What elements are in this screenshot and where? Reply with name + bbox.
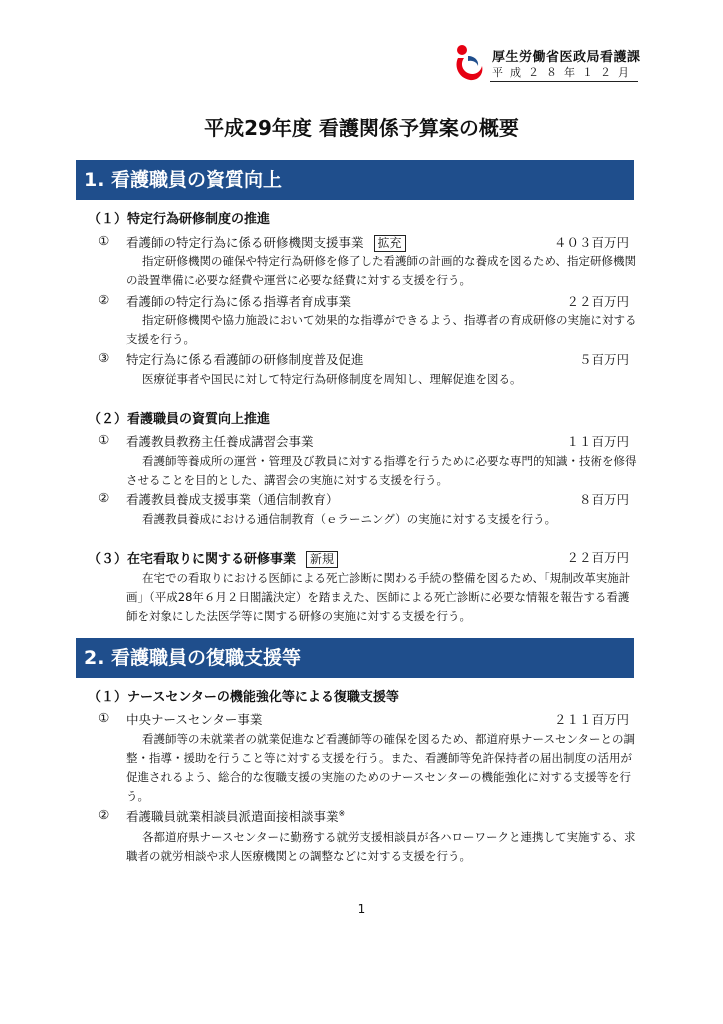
org-name: 厚生労働省医政局看護課 bbox=[492, 50, 641, 65]
item-name: 中央ナースセンター事業 bbox=[126, 712, 263, 727]
issue-date: 平成２８年１２月 bbox=[492, 66, 636, 79]
item-number: ① bbox=[98, 432, 110, 447]
item-number: ② bbox=[98, 807, 110, 822]
item-amount: ４０３百万円 bbox=[553, 235, 629, 250]
section-heading-2: 2. 看護職員の復職支援等 bbox=[76, 638, 634, 678]
item-name: 特定行為に係る看護師の研修制度普及促進 bbox=[126, 352, 364, 367]
item-amount: ２１１百万円 bbox=[553, 712, 629, 727]
item-description: 看護師等の未就業者の就業促進など看護師等の確保を図るため、都道府県ナースセンターとの調整・指導・援助を行うこと等に対する支援を行う。また、看護師等免許保持者の届出制度の活用が促進されるよう、総合的な復職支援の実施のためのナースセンターの機能強化に対する支援等を行う。 bbox=[126, 732, 635, 803]
item-number: ② bbox=[98, 292, 110, 307]
item-description: 在宅での看取りにおける医師による死亡診断に関わる手続の整備を図るため、「規制改革実施計画」（平成28年６月２日閣議決定）を踏まえた、医師による死亡診断に必要な情報を報告する看護師を対象にした法医学等に関する研修の実施に対する支援を行う。 bbox=[126, 571, 631, 623]
item-name: 看護教員教務主任養成講習会事業 bbox=[126, 434, 314, 449]
item-amount: １１百万円 bbox=[566, 434, 629, 449]
document-title: 平成29年度 看護関係予算案の概要 bbox=[204, 116, 519, 140]
section-heading-1: 1. 看護職員の資質向上 bbox=[76, 160, 634, 200]
item-amount: ２２百万円 bbox=[566, 294, 629, 309]
item-description: 看護教員養成における通信制教育（ｅラーニング）の実施に対する支援を行う。 bbox=[142, 512, 557, 526]
item-number: ① bbox=[98, 233, 110, 248]
page-number: 1 bbox=[357, 902, 366, 916]
item-description: 各都道府県ナースセンターに勤務する就労支援相談員が各ハローワークと連携して実施する、求職者の就労相談や求人医療機関との調整などに対する支援を行う。 bbox=[126, 830, 636, 863]
status-badge: 新規 bbox=[306, 551, 338, 568]
status-badge: 拡充 bbox=[374, 235, 406, 252]
item-description: 看護師等養成所の運営・管理及び教員に対する指導を行うために必要な専門的知識・技術を修得させることを目的とした、講習会の実施に対する支援を行う。 bbox=[126, 454, 637, 487]
subsection-heading bbox=[88, 548, 338, 568]
subsection-heading: （１）ナースセンターの機能強化等による復職支援等 bbox=[88, 690, 399, 705]
item-title bbox=[126, 233, 406, 252]
item-title bbox=[126, 807, 345, 825]
item-number: ③ bbox=[98, 350, 110, 365]
item-name: 看護教員養成支援事業（通信制教育） bbox=[126, 492, 339, 507]
subsection-heading: （２）看護職員の資質向上推進 bbox=[88, 412, 271, 427]
subsection-label: （３）在宅看取りに関する研修事業 bbox=[88, 552, 297, 567]
item-amount: ５百万円 bbox=[578, 352, 629, 367]
footnote-mark: ※ bbox=[338, 808, 346, 818]
item-name: 看護師の特定行為に係る研修機関支援事業 bbox=[126, 235, 364, 250]
item-name: 看護師の特定行為に係る指導者育成事業 bbox=[126, 294, 352, 309]
item-amount: ８百万円 bbox=[578, 492, 629, 507]
item-description: 医療従事者や国民に対して特定行為研修制度を周知し、理解促進を図る。 bbox=[142, 372, 522, 386]
subsection-heading: （１）特定行為研修制度の推進 bbox=[88, 212, 271, 227]
item-description: 指定研修機関の確保や特定行為研修を修了した看護師の計画的な養成を図るため、指定研修機関の設置準備に必要な経費や運営に必要な経費に対する支援を行う。 bbox=[126, 254, 637, 287]
header-rule bbox=[490, 81, 638, 82]
item-name: 看護職員就業相談員派遣面接相談事業 bbox=[126, 809, 339, 824]
item-description: 指定研修機関や協力施設において効果的な指導ができるよう、指導者の育成研修の実施に対する支援を行う。 bbox=[126, 313, 637, 346]
ministry-logo-icon bbox=[452, 44, 486, 84]
item-amount: ２２百万円 bbox=[566, 550, 629, 565]
item-number: ① bbox=[98, 710, 110, 725]
item-number: ② bbox=[98, 490, 110, 505]
